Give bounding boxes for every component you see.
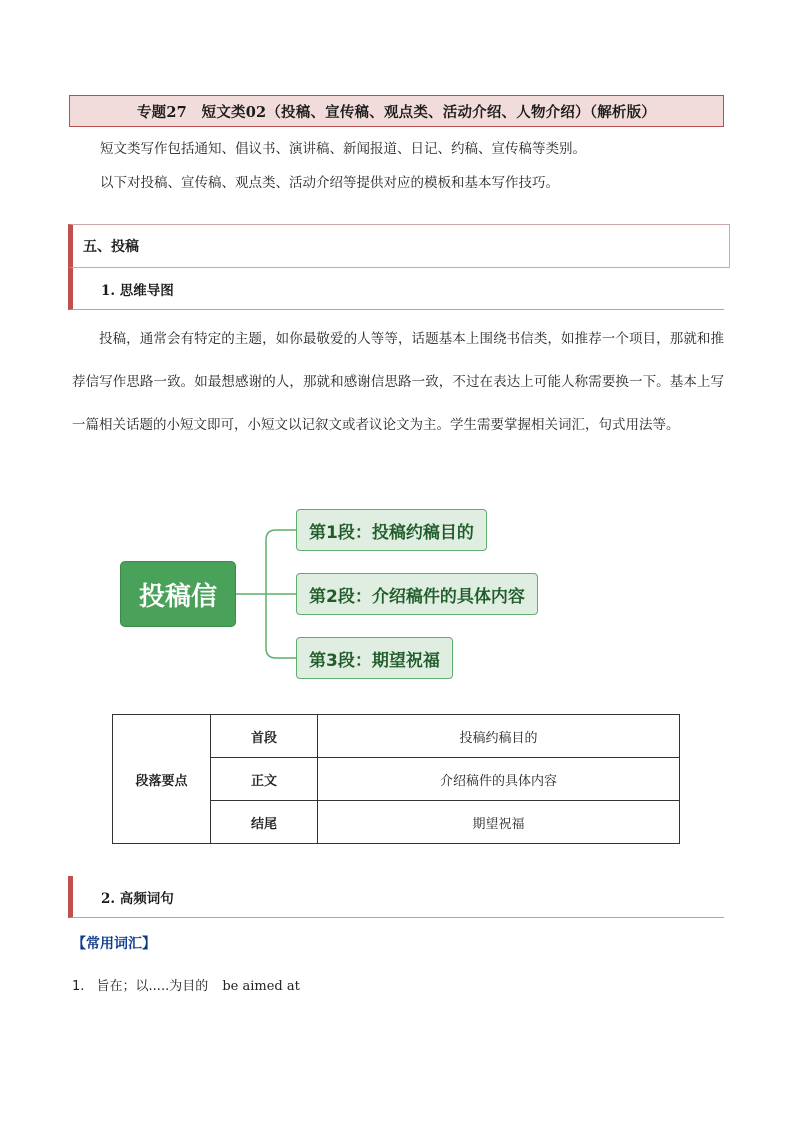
intro-line-1: 短文类写作包括通知、倡议书、演讲稿、新闻报道、日记、约稿、宣传稿等类别。 bbox=[100, 141, 586, 157]
subsection-mindmap-heading: 1. 思维导图 bbox=[68, 268, 724, 310]
page-title: 专题27 短文类02（投稿、宣传稿、观点类、活动介绍、人物介绍）（解析版） bbox=[69, 95, 724, 127]
table-cell-value: 介绍稿件的具体内容 bbox=[318, 758, 680, 801]
table-row bbox=[113, 715, 680, 758]
intro-line-2: 以下对投稿、宣传稿、观点类、活动介绍等提供对应的模板和基本写作技巧。 bbox=[100, 175, 559, 191]
vocab-label: 【常用词汇】 bbox=[72, 936, 156, 952]
table-cell-key: 结尾 bbox=[211, 801, 318, 844]
mindmap-branch-2: 第2段：介绍稿件的具体内容 bbox=[296, 573, 538, 615]
section-heading-5: 五、投稿 bbox=[68, 224, 730, 268]
table-cell-value: 期望祝福 bbox=[318, 801, 680, 844]
vocab-item bbox=[72, 975, 300, 994]
table-cell-key: 首段 bbox=[211, 715, 318, 758]
table-cell-key: 正文 bbox=[211, 758, 318, 801]
table-group-label: 段落要点 bbox=[113, 715, 211, 844]
mindmap-branch-3: 第3段：期望祝福 bbox=[296, 637, 453, 679]
body-paragraph: 投稿，通常会有特定的主题，如你最敬爱的人等等，话题基本上围绕书信类，如推荐一个项目，那就和推荐信写作思路一致。如最想感谢的人，那就和感谢信思路一致，不过在表达上可能人称需要换一下。基本上写一篇相关话题的小短文即可，小短文以记叙文或者议论文为主。学生需要掌握相关词汇，句式用法等。 bbox=[72, 331, 724, 433]
mindmap-branch-1: 第1段：投稿约稿目的 bbox=[296, 509, 487, 551]
vocab-item-chinese: 旨在；以.....为目的 bbox=[96, 979, 209, 994]
mindmap-root-node: 投稿信 bbox=[120, 561, 236, 627]
table-cell-value: 投稿约稿目的 bbox=[318, 715, 680, 758]
paragraph-points-table bbox=[112, 714, 680, 844]
vocab-item-number: 1. bbox=[72, 979, 85, 994]
subsection-phrases-heading: 2. 高频词句 bbox=[68, 876, 724, 918]
vocab-item-english: be aimed at bbox=[222, 979, 300, 994]
